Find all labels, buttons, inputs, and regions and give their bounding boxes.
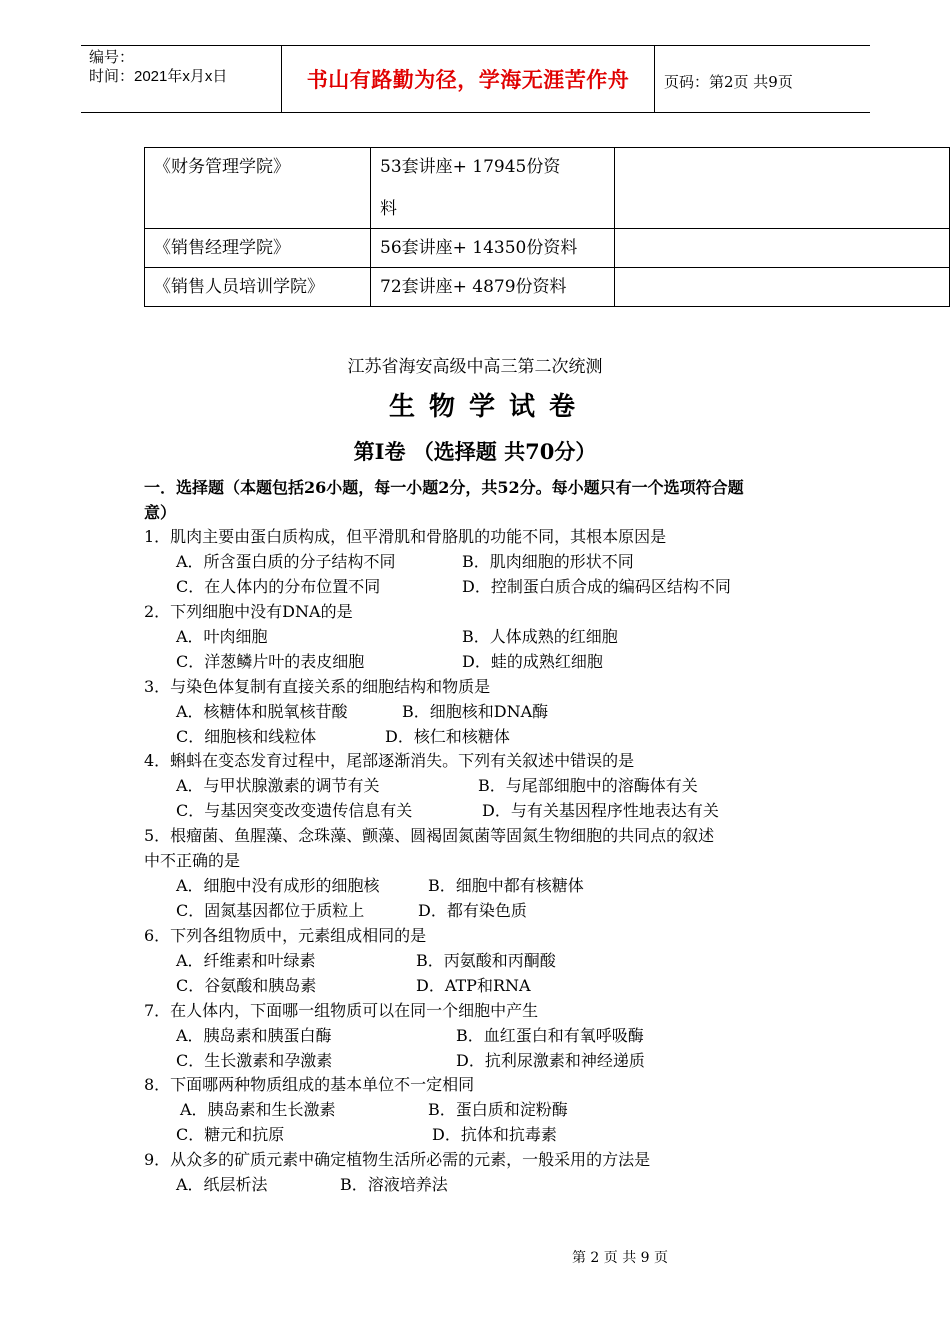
option: B．血红蛋白和有氧呼吸酶 [456,1026,644,1045]
header-meta [89,48,227,86]
table-cell [615,229,950,268]
exam-school: 江苏省海安高级中高三第二次统测 [347,357,603,377]
option: A．纸层析法 [176,1175,268,1194]
header-motto: 书山有路勤为径，学海无涯苦作舟 [306,67,630,92]
option: D．抗体和抗毒素 [432,1125,557,1144]
option: A．所含蛋白质的分子结构不同 [176,552,396,571]
question-stem: 2．下列细胞中没有DNA的是 [144,602,353,621]
header-page-info: 页码：第2页 共9页 [664,73,793,91]
option: B．人体成熟的红细胞 [462,627,618,646]
option: B．溶液培养法 [340,1175,448,1194]
table-cell [371,148,615,229]
option: A．核糖体和脱氧核苷酸 [176,702,348,721]
option: B．丙氨酸和丙酮酸 [416,951,556,970]
exam-title: 生物学试卷 [388,392,589,422]
option: B．蛋白质和淀粉酶 [428,1100,568,1119]
option: B．与尾部细胞中的溶酶体有关 [478,776,698,795]
option: D．核仁和核糖体 [385,727,510,746]
exam-part: 第Ⅰ卷 （选择题 共70分） [353,439,597,464]
option: D．与有关基因程序性地表达有关 [482,801,719,820]
time-label: 时间：2021年x月x日 [89,68,228,85]
header-divider [654,45,655,112]
option: A．细胞中没有成形的细胞核 [176,876,380,895]
option: C．细胞核和线粒体 [176,727,317,746]
table-cell [615,148,950,229]
question-stem: 9．从众多的矿质元素中确定植物生活所必需的元素，一般采用的方法是 [144,1150,651,1169]
option: C．固氮基因都位于质粒上 [176,901,365,920]
option: B．细胞核和DNA酶 [402,702,549,721]
question-stem: 1．肌肉主要由蛋白质构成，但平滑肌和骨胳肌的功能不同，其根本原因是 [144,527,667,546]
cell-text: 料 [380,199,397,219]
header-bottom-rule [81,112,870,113]
option: A．纤维素和叶绿素 [176,951,316,970]
table-cell: 56套讲座+ 14350份资料 [371,229,615,268]
question-stem: 6．下列各组物质中，元素组成相同的是 [144,926,427,945]
option: C．在人体内的分布位置不同 [176,577,381,596]
option: C．生长激素和孕激素 [176,1051,333,1070]
table-cell: 《财务管理学院》 [145,148,371,229]
option: C．谷氨酸和胰岛素 [176,976,317,995]
option: A．胰岛素和生长激素 [180,1100,336,1119]
table-cell: 《销售人员培训学院》 [145,268,371,307]
question-stem-cont: 中不正确的是 [144,851,241,870]
option: D．蛙的成熟红细胞 [462,652,603,671]
option: A．与甲状腺激素的调节有关 [176,776,380,795]
option: D．ATP和RNA [416,976,531,995]
header-top-rule [81,45,870,46]
option: C．洋葱鳞片叶的表皮细胞 [176,652,365,671]
option: B．肌肉细胞的形状不同 [462,552,634,571]
option: C．与基因突变改变遗传信息有关 [176,801,413,820]
cell-text: 53套讲座+ 17945份资 [380,157,561,177]
number-label: 编号： [89,49,135,66]
course-table [144,147,950,307]
section-heading-cont: 意） [144,503,177,522]
table-row [145,268,950,307]
option: A．叶肉细胞 [176,627,268,646]
table-cell [615,268,950,307]
table-row [145,229,950,268]
option: B．细胞中都有核糖体 [428,876,584,895]
option: C．糖元和抗原 [176,1125,285,1144]
question-stem: 4．蝌蚪在变态发育过程中，尾部逐渐消失。下列有关叙述中错误的是 [144,751,635,770]
question-stem: 5．根瘤菌、鱼腥藻、念珠藻、颤藻、圆褐固氮菌等固氮生物细胞的共同点的叙述 [144,826,715,845]
option: D．抗利尿激素和神经递质 [456,1051,645,1070]
section-heading: 一．选择题（本题包括26小题，每一小题2分，共52分。每小题只有一个选项符合题 [144,478,744,497]
question-stem: 8．下面哪两种物质组成的基本单位不一定相同 [144,1075,475,1094]
table-cell: 72套讲座+ 4879份资料 [371,268,615,307]
page-footer: 第 2 页 共 9 页 [571,1250,669,1266]
option: A．胰岛素和胰蛋白酶 [176,1026,332,1045]
table-row [145,148,950,229]
option: D．都有染色质 [418,901,527,920]
question-stem: 7．在人体内，下面哪一组物质可以在同一个细胞中产生 [144,1001,539,1020]
table-cell: 《销售经理学院》 [145,229,371,268]
question-stem: 3．与染色体复制有直接关系的细胞结构和物质是 [144,677,491,696]
option: D．控制蛋白质合成的编码区结构不同 [462,577,731,596]
